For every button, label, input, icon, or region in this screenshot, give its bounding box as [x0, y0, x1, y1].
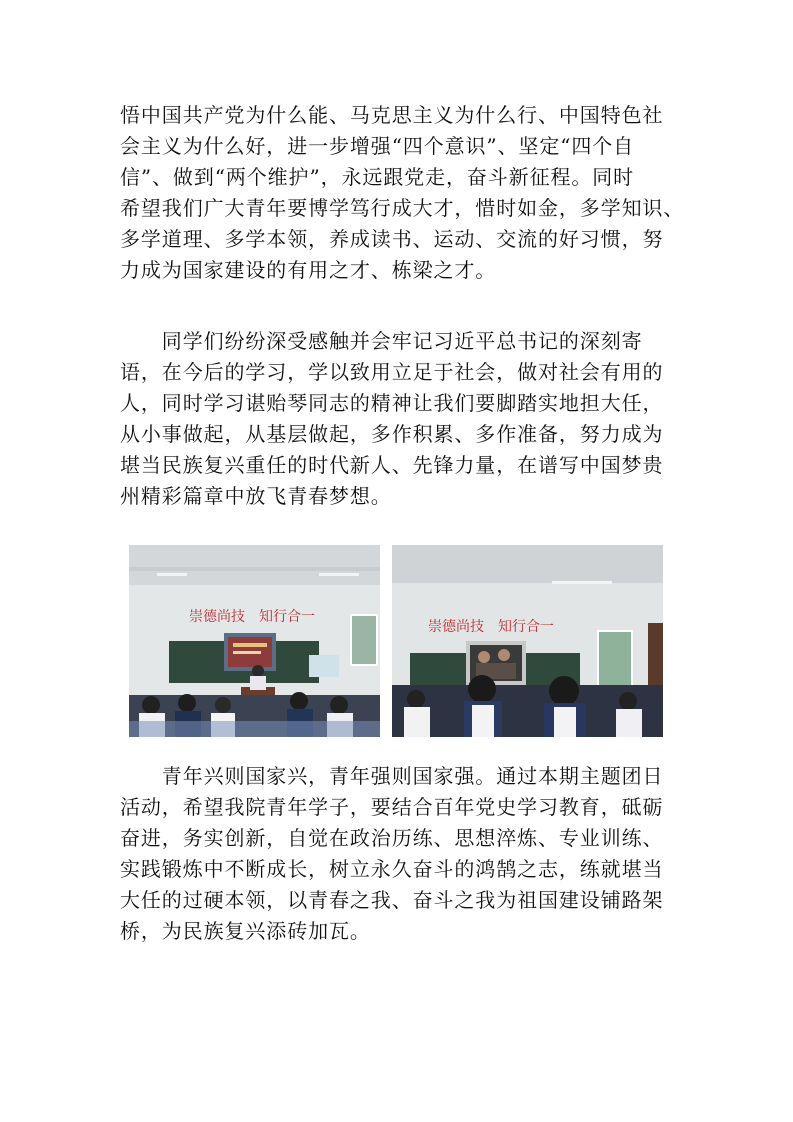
paragraph-2 — [120, 326, 674, 512]
text-line: 同学们纷纷深受感触并会牢记习近平总书记的深刻寄 — [120, 329, 643, 353]
banner-text: 崇德尚技 知行合一 — [189, 609, 315, 625]
paragraph-3 — [120, 761, 674, 947]
text-line: 悟中国共产党为什么能、马克思主义为什么行、中国特色社 — [120, 103, 664, 127]
text-line: 语，在今后的学习，学以致用立足于社会，做对社会有用的 — [120, 360, 664, 384]
text-line: 会主义为什么好，进一步增强“四个意识”、坚定“四个自 — [120, 134, 635, 158]
text-line: 实践锻炼中不断成长，树立永久奋斗的鸿鹄之志，练就堪当 — [120, 857, 664, 881]
classroom-photo-speaker-image — [129, 545, 380, 737]
text-line: 多学道理、多学本领，养成读书、运动、交流的好习惯，努 — [120, 227, 664, 251]
text-line: 堪当民族复兴重任的时代新人、先锋力量，在谱写中国梦贵 — [120, 453, 664, 477]
text-line: 人，同时学习谌贻琴同志的精神让我们要脚踏实地担大任， — [120, 391, 664, 415]
text-line: 桥，为民族复兴添砖加瓦。 — [120, 919, 371, 943]
banner-text: 崇德尚技 知行合一 — [428, 619, 554, 635]
text-line: 活动，希望我院青年学子，要结合百年党史学习教育，砥砺 — [120, 795, 664, 819]
classroom-photo-projection-image — [392, 545, 663, 737]
classroom-photo-speaker — [129, 545, 380, 737]
text-line: 州精彩篇章中放飞青春梦想。 — [120, 484, 392, 508]
text-line: 大任的过硬本领，以青春之我、奋斗之我为祖国建设铺路架 — [120, 888, 664, 912]
paragraph-1 — [120, 100, 685, 286]
classroom-photo-projection — [392, 545, 663, 737]
text-line: 从小事做起，从基层做起，多作积累、多作准备，努力成为 — [120, 422, 664, 446]
text-line: 希望我们广大青年要博学笃行成大才，惜时如金，多学知识、 — [120, 196, 685, 220]
text-line: 奋进，务实创新，自觉在政治历练、思想淬炼、专业训练、 — [120, 826, 664, 850]
text-line: 力成为国家建设的有用之才、栋梁之才。 — [120, 258, 497, 282]
text-line: 信”、做到“两个维护”，永远跟党走，奋斗新征程。同时 — [120, 165, 635, 189]
text-line: 青年兴则国家兴，青年强则国家强。通过本期主题团日 — [120, 764, 664, 788]
